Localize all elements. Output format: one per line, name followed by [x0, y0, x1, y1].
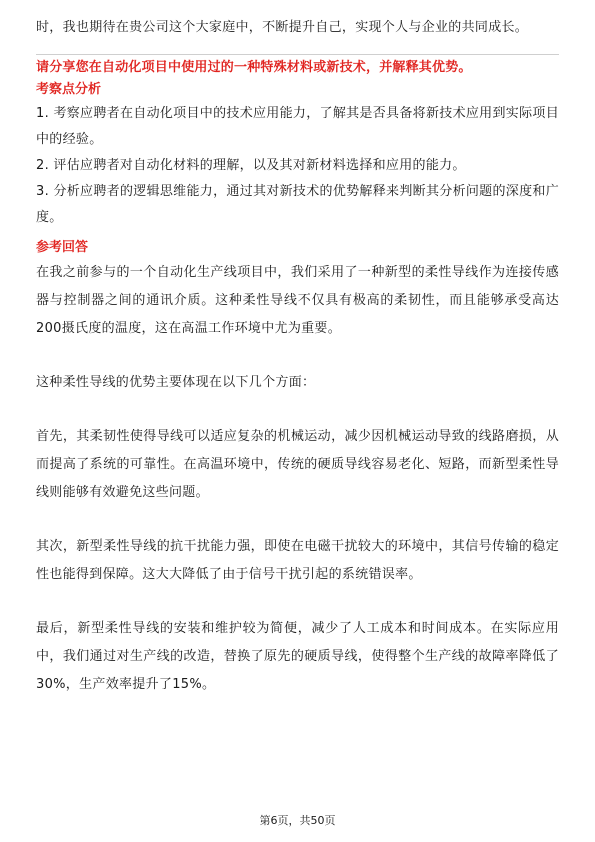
section-divider [36, 54, 559, 55]
answer-paragraph: 这种柔性导线的优势主要体现在以下几个方面： [36, 375, 316, 390]
answer-title: 参考回答 [36, 240, 89, 255]
question-heading: 请分享您在自动化项目中使用过的一种特殊材料或新技术，并解释其优势。 [36, 60, 472, 75]
page-content [36, 14, 559, 699]
page-number-footer: 第6页，共50页 [259, 814, 336, 827]
analysis-title: 考察点分析 [36, 82, 102, 97]
analysis-item: 3. 分析应聘者的逻辑思维能力，通过其对新技术的优势解释来判断其分析问题的深度和广度。 [36, 184, 559, 225]
analysis-item: 2. 评估应聘者对自动化材料的理解，以及其对新材料选择和应用的能力。 [36, 158, 466, 173]
intro-tail-paragraph: 时，我也期待在贵公司这个大家庭中，不断提升自己，实现个人与企业的共同成长。 [36, 20, 529, 35]
analysis-item: 1. 考察应聘者在自动化项目中的技术应用能力，了解其是否具备将新技术应用到实际项目中的经验。 [36, 106, 559, 147]
answer-paragraph: 首先，其柔韧性使得导线可以适应复杂的机械运动，减少因机械运动导致的线路磨损，从而提高了系统的可靠性。在高温环境中，传统的硬质导线容易老化、短路，而新型柔性导线则能够有效避免这些问题。 [36, 429, 559, 500]
answer-paragraph: 其次，新型柔性导线的抗干扰能力强，即使在电磁干扰较大的环境中，其信号传输的稳定性也能得到保障。这大大降低了由于信号干扰引起的系统错误率。 [36, 539, 559, 582]
answer-paragraph: 在我之前参与的一个自动化生产线项目中，我们采用了一种新型的柔性导线作为连接传感器与控制器之间的通讯介质。这种柔性导线不仅具有极高的柔韧性，而且能够承受高达200摄氏度的温度，这在高温工作环境中尤为重要。 [36, 265, 559, 336]
answer-paragraph: 最后，新型柔性导线的安装和维护较为简便，减少了人工成本和时间成本。在实际应用中，我们通过对生产线的改造，替换了原先的硬质导线，使得整个生产线的故障率降低了30%，生产效率提升了15%。 [36, 621, 559, 692]
